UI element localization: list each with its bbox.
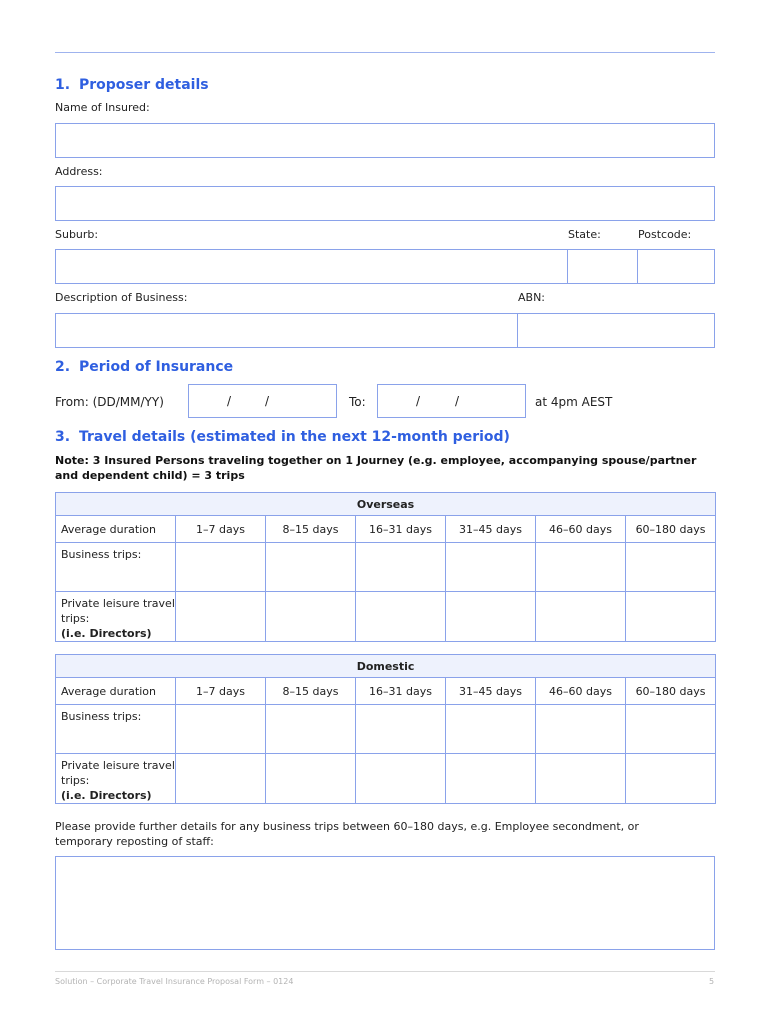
private-trips-label [56,592,176,642]
abn-label: ABN: [518,291,546,304]
section-3-title: Travel details (estimated in the next 12-month period) [79,429,510,445]
overseas-private-cell[interactable] [626,592,716,642]
column-header: 60–180 days [626,516,716,543]
directors-note: (i.e. Directors) [61,627,152,640]
from-label: From: (DD/MM/YY) [55,395,164,409]
overseas-title: Overseas [56,493,716,516]
domestic-private-cell[interactable] [356,754,446,804]
domestic-business-cell[interactable] [356,705,446,754]
domestic-business-cell[interactable] [536,705,626,754]
from-date-field[interactable] [188,384,337,418]
footer-text: Solution – Corporate Travel Insurance Proposal Form – 0124 [55,977,294,986]
table-row [56,705,716,754]
overseas-private-cell[interactable] [446,592,536,642]
overseas-private-cell[interactable] [356,592,446,642]
average-duration-label: Average duration [56,516,176,543]
domestic-table [55,654,716,804]
from-date-slash-1: / [227,394,232,408]
abn-field[interactable] [517,313,715,348]
overseas-business-cell[interactable] [626,543,716,592]
column-header: 16–31 days [356,516,446,543]
postcode-field[interactable] [637,249,715,284]
details-prompt: Please provide further details for any business trips between 60–180 days, e.g. Employee secondment, or temporary reposting of staff: [55,820,639,848]
column-header: 8–15 days [266,678,356,705]
to-label: To: [349,395,366,409]
postcode-label: Postcode: [638,228,692,241]
column-header: 31–45 days [446,678,536,705]
table-row [56,592,716,642]
section-1-title: Proposer details [79,77,209,93]
business-trips-label: Business trips: [56,543,176,592]
to-date-slash-1: / [416,394,421,408]
page-number: 5 [709,977,715,986]
business-label: Description of Business: [55,291,188,304]
table-row [56,516,716,543]
section-2-number: 2. [55,359,71,375]
private-trips-text: Private leisure travel trips: [61,597,175,625]
suburb-label: Suburb: [55,228,99,241]
table-row [56,754,716,804]
footer-divider [55,971,715,972]
from-date-slash-2: / [265,394,270,408]
domestic-business-cell[interactable] [176,705,266,754]
trips-note: Note: 3 Insured Persons traveling together on 1 Journey (e.g. employee, accompanying spouse/partner and dependent child) = 3 trips [55,454,697,482]
section-1-number: 1. [55,77,71,93]
section-3-heading [55,429,510,445]
time-note: at 4pm AEST [535,395,613,409]
overseas-private-cell[interactable] [536,592,626,642]
section-2-title: Period of Insurance [79,359,234,375]
further-details-field[interactable] [55,856,715,950]
column-header: 1–7 days [176,678,266,705]
private-trips-label [56,754,176,804]
domestic-private-cell[interactable] [626,754,716,804]
directors-note: (i.e. Directors) [61,789,152,802]
overseas-business-cell[interactable] [536,543,626,592]
domestic-private-cell[interactable] [266,754,356,804]
overseas-business-cell[interactable] [266,543,356,592]
average-duration-label: Average duration [56,678,176,705]
domestic-business-cell[interactable] [446,705,536,754]
domestic-private-cell[interactable] [536,754,626,804]
table-row [56,678,716,705]
name-label: Name of Insured: [55,101,150,114]
address-field[interactable] [55,186,715,221]
domestic-business-cell[interactable] [626,705,716,754]
to-date-slash-2: / [455,394,460,408]
column-header: 60–180 days [626,678,716,705]
overseas-business-cell[interactable] [176,543,266,592]
column-header: 16–31 days [356,678,446,705]
name-of-insured-field[interactable] [55,123,715,158]
to-date-field[interactable] [377,384,526,418]
domestic-private-cell[interactable] [176,754,266,804]
section-1-heading [55,77,209,93]
section-2-heading [55,359,233,375]
table-row [56,543,716,592]
top-divider [55,52,715,53]
column-header: 1–7 days [176,516,266,543]
domestic-private-cell[interactable] [446,754,536,804]
overseas-business-cell[interactable] [446,543,536,592]
overseas-private-cell[interactable] [176,592,266,642]
domestic-title: Domestic [56,655,716,678]
state-field[interactable] [567,249,638,284]
column-header: 8–15 days [266,516,356,543]
private-trips-text: Private leisure travel trips: [61,759,175,787]
section-3-number: 3. [55,429,71,445]
business-description-field[interactable] [55,313,518,348]
column-header: 31–45 days [446,516,536,543]
overseas-table [55,492,716,642]
suburb-field[interactable] [55,249,568,284]
business-trips-label: Business trips: [56,705,176,754]
address-label: Address: [55,165,103,178]
domestic-business-cell[interactable] [266,705,356,754]
column-header: 46–60 days [536,516,626,543]
column-header: 46–60 days [536,678,626,705]
overseas-business-cell[interactable] [356,543,446,592]
state-label: State: [568,228,601,241]
overseas-private-cell[interactable] [266,592,356,642]
